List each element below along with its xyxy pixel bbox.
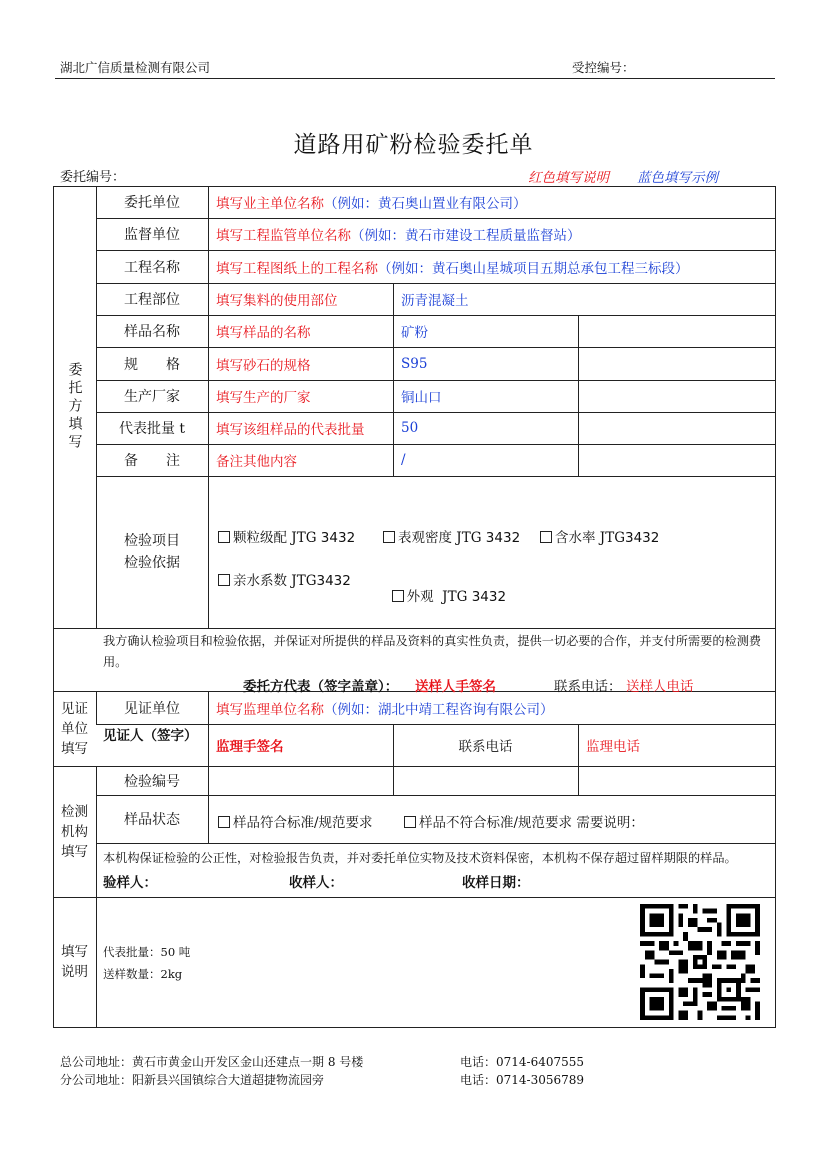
witness-signature-field[interactable]: 监理手签名	[216, 739, 284, 755]
lab-section-label: 检测机构填写	[61, 803, 88, 860]
witness-phone-field[interactable]: 监理电话	[586, 739, 640, 755]
manufacturer-field[interactable]: 铜山口	[401, 390, 442, 406]
footer-hq-phone: 电话：0714-6407555	[460, 1055, 585, 1069]
row-label-client-unit: 委托单位	[124, 195, 180, 211]
checkbox-icon[interactable]	[218, 531, 230, 543]
test-item-hydrophilic[interactable]: 亲水系数 JTG3432	[218, 569, 351, 589]
checkbox-icon[interactable]	[540, 531, 552, 543]
witness-unit-label: 见证单位	[124, 700, 180, 717]
qr-code-image	[640, 904, 760, 1020]
test-item-density[interactable]: 表观密度 JTG 3432	[383, 526, 520, 546]
sample-name-hint: 填写样品的名称	[216, 325, 311, 341]
test-item-moisture[interactable]: 含水率 JTG3432	[540, 526, 659, 546]
project-part-hint: 填写集料的使用部位	[216, 293, 338, 309]
row-label-project-part: 工程部位	[124, 292, 180, 308]
checkbox-icon[interactable]	[218, 816, 230, 828]
checkbox-icon[interactable]	[218, 574, 230, 586]
test-number-label: 检验编号	[124, 773, 180, 790]
row-label-project-name: 工程名称	[124, 259, 180, 276]
witness-unit-hint: 填写监理单位名称	[216, 701, 324, 718]
row-label-supervision-unit: 监督单位	[124, 227, 180, 243]
notes-line-2: 送样数量：2kg	[103, 967, 183, 981]
test-item-grading[interactable]: 颗粒级配 JTG 3432	[218, 526, 355, 546]
client-rep-signature[interactable]: 送样人手签名	[415, 679, 496, 695]
client-unit-field[interactable]	[216, 186, 771, 218]
client-unit-example: （例如：黄石奥山置业有限公司）	[324, 196, 527, 212]
row-label-batch: 代表批量 t	[118, 421, 186, 437]
manufacturer-hint: 填写生产的厂家	[216, 390, 311, 406]
notes-section-label: 填写说明	[61, 944, 88, 980]
remark-field[interactable]: /	[401, 452, 406, 468]
batch-hint: 填写该组样品的代表批量	[216, 422, 365, 438]
entrust-number-label: 委托编号：	[60, 170, 126, 185]
supervision-unit-example: （例如：黄石市建设工程质量监督站）	[351, 228, 581, 244]
receive-date-label: 收样日期：	[462, 875, 530, 891]
client-declaration: 我方确认检验项目和检验依据，并保证对所提供的样品及资料的真实性负责，提供一切必要的合作，并支付所需要的检测费用。	[103, 634, 762, 669]
checkbox-icon[interactable]	[404, 816, 416, 828]
status-bad-option[interactable]: 样品不符合标准/规范要求 需要说明：	[404, 811, 644, 831]
notes-line-1: 代表批量：50 吨	[103, 945, 191, 959]
row-label-remark: 备 注	[124, 453, 180, 469]
batch-field[interactable]: 50	[401, 420, 419, 436]
checkbox-icon[interactable]	[392, 590, 404, 602]
client-rep-label: 委托方代表（签字盖章）：	[243, 679, 399, 695]
row-label-sample-name: 样品名称	[124, 324, 180, 340]
client-phone-label: 联系电话：	[554, 679, 622, 695]
control-number-label: 受控编号：	[572, 60, 635, 75]
inspector-label: 验样人：	[103, 875, 157, 891]
footer-hq-address: 总公司地址：黄石市黄金山开发区金山还建点一期 8 号楼	[60, 1055, 364, 1069]
page-title: 道路用矿粉检验委托单	[293, 132, 534, 158]
project-name-hint: 填写工程图纸上的工程名称	[216, 260, 378, 277]
witness-unit-example: （例如：湖北中靖工程咨询有限公司）	[324, 701, 554, 718]
test-items-label: 检验项目 检验依据	[124, 533, 180, 571]
legend-blue: 蓝色填写示例	[637, 170, 718, 186]
remark-hint: 备注其他内容	[216, 454, 297, 470]
client-section-label: 委托方填写	[66, 362, 83, 452]
lab-statement: 本机构保证检验的公正性，对检验报告负责，并对委托单位实物及技术资料保密，本机构不保存超过留样期限的样品。	[103, 851, 737, 865]
row-label-manufacturer: 生产厂家	[124, 389, 180, 405]
spec-hint: 填写砂石的规格	[216, 357, 311, 374]
project-name-example: （例如：黄石奥山星城项目五期总承包工程三标段）	[378, 260, 689, 277]
row-label-spec: 规 格	[124, 356, 180, 373]
spec-field[interactable]: S95	[401, 355, 428, 372]
witness-person-label: 见证人（签字）	[103, 728, 198, 744]
witness-unit-field[interactable]	[216, 691, 771, 724]
supervision-unit-hint: 填写工程监管单位名称	[216, 228, 351, 244]
receiver-label: 收样人：	[289, 875, 343, 891]
checkbox-icon[interactable]	[383, 531, 395, 543]
supervision-unit-field[interactable]	[216, 218, 771, 250]
witness-phone-label: 联系电话	[458, 739, 513, 755]
header-rule	[55, 78, 775, 79]
test-number-field[interactable]	[209, 767, 392, 794]
project-name-field[interactable]	[216, 250, 771, 283]
footer-branch-address: 分公司地址：阳新县兴国镇综合大道超捷物流园旁	[60, 1073, 325, 1087]
sample-name-field[interactable]: 矿粉	[401, 325, 428, 341]
client-unit-hint: 填写业主单位名称	[216, 196, 324, 212]
sample-status-label: 样品状态	[124, 812, 180, 828]
company-name: 湖北广信质量检测有限公司	[60, 60, 211, 75]
witness-section-label: 见证单位填写	[61, 700, 88, 757]
footer-branch-phone: 电话：0714-3056789	[460, 1073, 585, 1087]
test-item-appearance[interactable]: 外观 JTG 3432	[383, 569, 506, 605]
client-phone-field[interactable]: 送样人电话	[626, 679, 694, 695]
status-ok-option[interactable]: 样品符合标准/规范要求	[218, 811, 373, 831]
project-part-field[interactable]: 沥青混凝土	[401, 293, 469, 309]
legend-red: 红色填写说明	[528, 170, 609, 186]
